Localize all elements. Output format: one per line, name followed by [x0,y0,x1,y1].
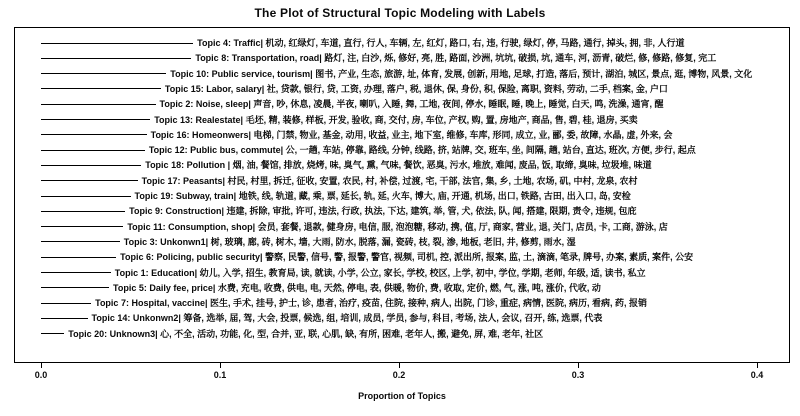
x-tick-label: 0.2 [392,370,406,380]
x-tick-label: 0.0 [34,370,48,380]
topic-label: Topic 18: Pollution | 烟, 油, 餐馆, 排放, 烧烤, 味, 臭气, 熏, 气味, 餐饮, 恶臭, 污水, 堆放, 难闻, 废品, 饭, 取缔, 臭味, 垃圾堆, 味道 [145,160,652,171]
topic-label: Topic 13: Realestate| 毛坯, 精, 装修, 样板, 开发, 验收, 商, 交付, 房, 车位, 产权, 购, 置, 房地产, 商品, 售, 碧, 桂, 退房, 买卖 [154,114,638,125]
plot-title: The Plot of Structural Topic Modeling with Labels [254,6,546,20]
topic-proportion-line [41,333,64,334]
topic-proportion-line [41,43,193,44]
x-tick [41,363,42,368]
topic-row [41,313,602,323]
topic-label: Topic 2: Noise, sleep| 声音, 吵, 休息, 凌晨, 半夜, 喇叭, 入睡, 舞, 工地, 夜间, 停水, 睡眠, 睡, 晚上, 睡觉, 白天, 鸣, 洗澡, 通宵, 醒 [159,99,664,110]
topic-label: Topic 12: Public bus, commute| 公, 一趟, 车站, 停靠, 路线, 分钟, 线路, 挤, 站牌, 交, 班车, 坐, 间隔, 趟, 站台, 直达, 班次, 方便, 步行, 起点 [148,145,696,156]
x-tick-label: 0.1 [213,370,227,380]
topic-row [41,298,647,308]
topic-row [41,237,576,247]
topic-label: Topic 11: Consumption, shop| 会员, 套餐, 退款, 健身房, 电信, 服, 泡泡糖, 移动, 携, 值, 厅, 商家, 营业, 退, 关门, 店员, 卡, 工商, 游泳, 店 [127,221,668,232]
topic-row [41,329,543,339]
topic-proportion-line [41,165,141,166]
topic-proportion-line [41,318,88,319]
topic-label: Topic 15: Labor, salary| 社, 贷款, 银行, 贷, 工资, 办理, 落户, 税, 退休, 保, 身份, 积, 保险, 离职, 资料, 劳动, 二手, 档案, 金, 户口 [164,83,668,94]
x-tick [399,363,400,368]
x-tick [578,363,579,368]
topic-proportion-line [41,134,147,135]
x-tick-label: 0.4 [750,370,764,380]
topic-row [41,145,696,155]
topic-proportion-line [41,73,166,74]
topic-row [41,160,652,170]
topic-label: Topic 5: Daily fee, price| 水费, 充电, 收费, 供电, 电, 天然, 停电, 表, 供暖, 物价, 费, 收取, 定价, 燃, 气, 涨, 吨, 涨价, 代收, 动 [113,282,601,293]
topic-row [41,222,668,232]
topic-label: Topic 17: Peasants| 村民, 村里, 拆迁, 征收, 安置, 农民, 村, 补偿, 过渡, 宅, 干部, 法官, 集, 乡, 土地, 农场, 矶, 中村, 龙泉, 农村 [141,175,638,186]
topic-label: Topic 1: Education| 幼儿, 入学, 招生, 教育局, 读, 就读, 小学, 公立, 家长, 学校, 校区, 上学, 初中, 学位, 学期, 老师, 年级, 适, 读书, 私立 [114,267,646,278]
topic-label: Topic 19: Subway, train| 地铁, 线, 轨道, 藏, 乘, 票, 延长, 轨, 延, 火车, 博大, 庙, 开通, 机场, 出口, 铁路, 古田, 出入口, 岛, 安检 [134,191,631,201]
topic-label: Topic 4: Traffic| 机动, 红绿灯, 车道, 直行, 行人, 车辆, 左, 红灯, 路口, 右, 违, 行驶, 绿灯, 停, 马路, 通行, 掉头, 拥, 非, 人行道 [197,38,685,48]
topic-label: Topic 6: Policing, public security| 警察, 民警, 信号, 警, 报警, 警官, 视频, 司机, 控, 派出所, 报案, 监, 土, 滴滴, 笔录, 牌号, 办案, 素质, 案件, 公安 [120,252,694,263]
plot-border [14,27,790,363]
topic-label: Topic 10: Public service, tourism| 图书, 产业, 生态, 旅游, 址, 体育, 发展, 创新, 用地, 足球, 打造, 落后, 预计, 湖泊, 城区, 景点, 逛, 博物, 风景, 文化 [170,68,753,79]
topic-label: Topic 20: Unknown3| 心, 不全, 活动, 功能, 化, 型, 合并, 亚, 联, 心肌, 缺, 有所, 困难, 老年人, 搬, 避免, 屏, 难, 老年, 社区 [68,328,544,339]
topic-row [41,252,693,262]
topic-proportion-line [41,88,161,89]
topic-row [41,99,663,109]
topic-row [41,38,685,48]
topic-row [41,206,637,216]
topic-proportion-line [41,180,138,181]
topic-label: Topic 9: Construction| 违建, 拆除, 审批, 许可, 违法, 行政, 执法, 下达, 建筑, 举, 管, 犬, 依法, 队, 闻, 搭建, 限期, 责令, 违规, 包庇 [129,206,637,217]
topic-proportion-line [41,272,111,273]
topic-row [41,69,752,79]
topic-row [41,268,646,278]
x-tick [757,363,758,368]
topic-proportion-line [41,303,91,304]
topic-row [41,283,601,293]
topic-proportion-line [41,257,116,258]
topic-label: Topic 7: Hospital, vaccine| 医生, 手术, 挂号, 护士, 诊, 患者, 治疗, 疫苗, 住院, 接种, 病人, 出院, 门诊, 重症, 病情, 医院, 病历, 看病, 药, 报销 [95,298,648,309]
topic-row [41,191,631,201]
topic-proportion-line [41,196,131,197]
topic-label: Topic 14: Unkonwn2| 筹备, 选举, 届, 驾, 大会, 投票, 候选, 组, 培训, 成员, 学员, 参与, 科目, 考场, 法人, 会议, 召开, 练, 选票, 代表 [91,313,603,324]
topic-proportion-line [41,241,120,242]
topic-proportion-line [41,287,109,288]
topic-proportion-line [41,58,191,59]
topic-proportion-line [41,104,156,105]
topic-proportion-line [41,119,150,120]
x-tick-label: 0.3 [571,370,585,380]
x-tick [220,363,221,368]
topic-proportion-line [41,226,123,227]
topic-proportion-line [41,150,145,151]
topic-row [41,115,638,125]
topic-row [41,53,716,63]
topic-label: Topic 16: Homeonwers| 电梯, 门禁, 物业, 基金, 动用, 收益, 业主, 地下室, 维修, 车库, 形同, 成立, 业, 郦, 委, 故障, 水晶, 虚, 外来, 会 [150,129,673,140]
topic-label: Topic 3: Unkonwn1| 树, 玻璃, 廊, 砖, 树木, 墙, 大雨, 防水, 脱落, 漏, 瓷砖, 枝, 裂, 渗, 地板, 老旧, 井, 修剪, 雨水, 湿 [123,236,576,247]
topic-label: Topic 8: Transportation, road| 路灯, 注, 白沙, 烁, 修好, 亮, 胜, 路面, 沙洲, 坑坑, 破损, 坑, 通车, 河, 沥青, 破烂, 修, 修路, 修复, 完工 [195,53,717,64]
topic-row [41,176,638,186]
topic-row [41,84,668,94]
x-axis-label: Proportion of Topics [358,391,446,401]
topic-row [41,130,673,140]
topic-proportion-line [41,211,125,212]
